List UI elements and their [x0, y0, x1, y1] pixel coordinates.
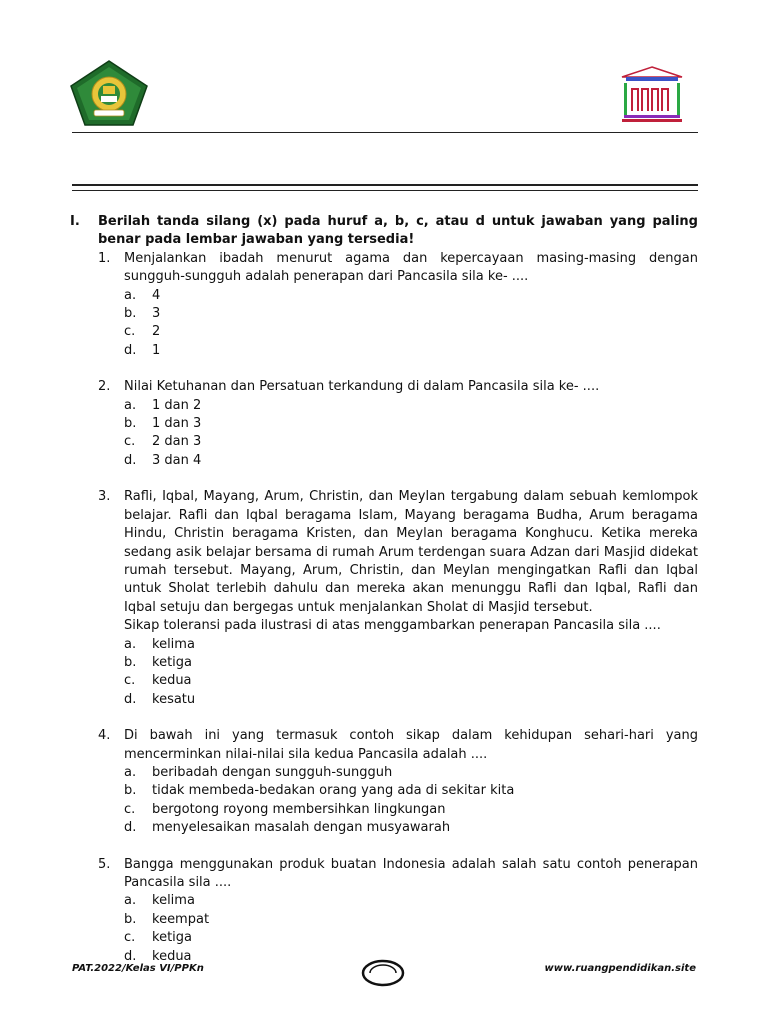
question-subtext: Sikap toleransi pada ilustrasi di atas menggambarkan penerapan Pancasila sila .... — [124, 618, 661, 634]
school-building-icon — [620, 65, 684, 125]
option-label: c. — [124, 434, 136, 450]
option-text: beribadah dengan sungguh-sungguh — [152, 764, 393, 780]
option-c — [124, 323, 698, 341]
publisher-logo-icon — [360, 958, 406, 988]
question-text: Bangga menggunakan produk buatan Indonesia adalah salah satu contoh penerapan Pancasila sila .... — [124, 856, 698, 890]
option-b — [124, 654, 698, 672]
option-text: 1 dan 3 — [152, 416, 202, 432]
option-d — [124, 452, 698, 470]
question-number: 4. — [98, 728, 111, 744]
option-text: ketiga — [152, 930, 192, 946]
instruction-text: Berilah tanda silang (x) pada huruf a, b, c, atau d untuk jawaban yang paling benar pada lembar jawaban yang tersedia! — [98, 214, 698, 248]
option-a — [124, 636, 698, 654]
option-a — [124, 892, 698, 910]
option-text: 1 dan 2 — [152, 397, 202, 413]
question-3 — [98, 488, 698, 709]
option-label: d. — [124, 948, 137, 964]
option-text: 4 — [152, 287, 161, 303]
option-label: d. — [124, 820, 137, 836]
option-label: a. — [124, 397, 137, 413]
option-label: b. — [124, 416, 137, 432]
question-number: 3. — [98, 489, 111, 505]
option-label: d. — [124, 342, 137, 358]
option-label: d. — [124, 691, 137, 707]
option-text: 2 — [152, 324, 161, 340]
footer-course-code: PAT.2022/Kelas VI/PPKn — [72, 963, 204, 974]
option-text: 2 dan 3 — [152, 434, 202, 450]
footer-website: www.ruangpendidikan.site — [544, 963, 696, 974]
question-text: Menjalankan ibadah menurut agama dan kepercayaan masing-masing dengan sungguh-sungguh adalah penerapan dari Pancasila sila ke- .... — [124, 250, 698, 285]
ministry-emblem-icon — [70, 60, 148, 126]
option-label: c. — [124, 930, 136, 946]
option-b — [124, 415, 698, 433]
option-text: kelima — [152, 636, 195, 652]
option-a — [124, 764, 698, 782]
option-b — [124, 782, 698, 800]
option-label: b. — [124, 654, 137, 670]
option-b — [124, 911, 698, 929]
question-number: 2. — [98, 379, 111, 395]
option-text: kesatu — [152, 691, 196, 707]
option-label: c. — [124, 801, 136, 817]
option-label: a. — [124, 764, 137, 780]
option-text: ketiga — [152, 654, 192, 670]
question-text: Nilai Ketuhanan dan Persatuan terkandung di dalam Pancasila sila ke- .... — [124, 379, 600, 395]
option-text: 3 — [152, 306, 161, 322]
option-text: 1 — [152, 342, 161, 358]
option-c — [124, 672, 698, 690]
option-text: kelima — [152, 893, 195, 909]
option-label: b. — [124, 911, 137, 927]
question-5 — [98, 856, 698, 966]
option-d — [124, 819, 698, 837]
option-text: 3 dan 4 — [152, 452, 202, 468]
section-number: I. — [70, 214, 80, 229]
option-label: a. — [124, 893, 137, 909]
option-text: bergotong royong membersihkan lingkungan — [152, 801, 446, 817]
option-label: c. — [124, 324, 136, 340]
exam-content — [70, 213, 698, 984]
option-label: a. — [124, 287, 137, 303]
question-1 — [98, 250, 698, 360]
option-d — [124, 342, 698, 360]
option-c — [124, 801, 698, 819]
question-2 — [98, 378, 698, 470]
option-c — [124, 929, 698, 947]
header-rule — [72, 132, 698, 133]
option-label: b. — [124, 783, 137, 799]
option-text: kedua — [152, 948, 192, 964]
option-c — [124, 433, 698, 451]
option-label: b. — [124, 306, 137, 322]
option-a — [124, 397, 698, 415]
option-d — [124, 691, 698, 709]
option-text: menyelesaikan masalah dengan musyawarah — [152, 820, 451, 836]
question-number: 5. — [98, 856, 111, 872]
question-number: 1. — [98, 250, 111, 266]
option-label: a. — [124, 636, 137, 652]
option-label: c. — [124, 673, 136, 689]
option-text: kedua — [152, 673, 192, 689]
question-text: Di bawah ini yang termasuk contoh sikap dalam kehidupan sehari-hari yang mencerminkan nilai-nilai sila kedua Pancasila adalah .... — [124, 728, 698, 762]
option-b — [124, 305, 698, 323]
option-a — [124, 287, 698, 305]
option-text: tidak membeda-bedakan orang yang ada di sekitar kita — [152, 783, 515, 799]
section-instruction — [70, 213, 698, 250]
question-4 — [98, 727, 698, 837]
question-text: Rafli, Iqbal, Mayang, Arum, Christin, dan Meylan tergabung dalam sebuah kemlompok belajar. Rafli dan Iqbal beragama Islam, Mayang beragama Budha, Arum beragama Hindu, Christin beragama Kristen, dan Meylan beragama Konghucu. Ketika mereka sedang asik belajar bersama di rumah Arum terdengan suara Adzan dari Masjid didekat rumah tersebut. Mayang, Arum, Christin, dan Meylan mengingatkan Rafli dan Iqbal untuk Sholat terlebih dahulu dan mereka akan menunggu Rafli dan Iqbal, Rafli dan Iqbal setuju dan bergegas untuk menjalankan Sholat di Masjid tersebut. — [124, 489, 698, 615]
option-label: d. — [124, 452, 137, 468]
option-text: keempat — [152, 911, 210, 927]
header-double-rule — [72, 184, 698, 191]
